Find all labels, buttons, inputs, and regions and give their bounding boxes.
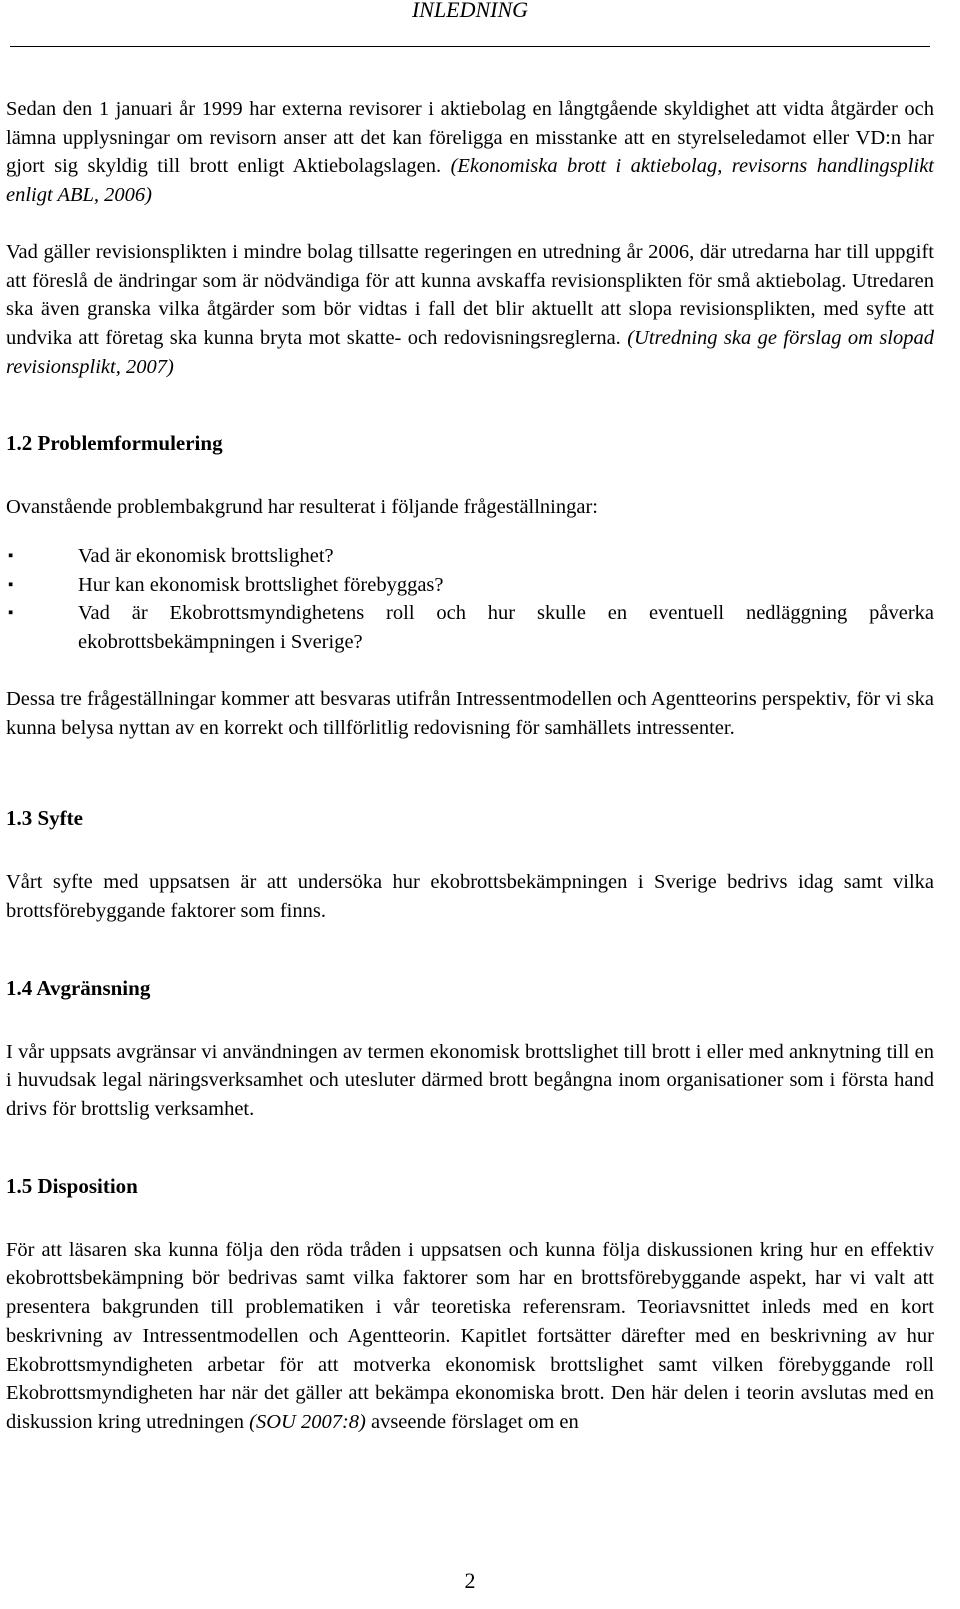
intro-paragraph-1 [6, 95, 934, 210]
intro-paragraph-2-text: Vad gäller revisionsplikten i mindre bolag tillsatte regeringen en utredning år 2006, där utredarna har till uppgift att föreslå de ändringar som är nödvändiga för att kunna avskaffa revisionsplikten för små aktiebolag. Utredaren ska även granska vilka åtgärder som bör vidtas i fall det blir aktuellt att slopa revisionsplikten, med syfte att undvika att företag ska kunna bryta mot skatte- och redovisningsreglerna. [6, 240, 934, 349]
intro-paragraph-2 [6, 238, 934, 382]
section-heading-problemformulering: 1.2 Problemformulering [6, 431, 223, 456]
syfte-paragraph: Vårt syfte med uppsatsen är att undersöka hur ekobrottsbekämpningen i Sverige bedrivs idag samt vilka brottsförebyggande faktorer som finns. [6, 871, 934, 922]
problem-intro-paragraph: Ovanstående problembakgrund har resulterat i följande frågeställningar: [6, 496, 598, 519]
intro-citation-1: (Ekonomiska brott i aktiebolag, revisorns handlingsplikt enligt ABL, 2006) [6, 155, 934, 207]
question-item [6, 599, 934, 656]
question-text: Vad är Ekobrottsmyndighetens roll och hur skulle en eventuell nedläggning påverka ekobrottsbekämpningen i Sverige? [78, 602, 934, 654]
document-page [6, 0, 934, 1593]
question-text: Vad är ekonomisk brottslighet? [78, 545, 334, 568]
page-number: 2 [464, 1568, 476, 1593]
square-bullet-icon: ▪ [8, 605, 14, 622]
square-bullet-icon: ▪ [8, 576, 14, 593]
question-text: Hur kan ekonomisk brottslighet förebyggas? [78, 573, 444, 596]
problem-answer-paragraph: Dessa tre frågeställningar kommer att besvaras utifrån Intressentmodellen och Agentteorins perspektiv, för vi ska kunna belysa nyttan av en korrekt och tillförlitlig redovisning för samhällets intressenter. [6, 687, 934, 739]
disposition-citation: (SOU 2007:8) [249, 1410, 366, 1433]
section-heading-avgransning: 1.4 Avgränsning [6, 975, 151, 1000]
intro-paragraph-1-text: Sedan den 1 januari år 1999 har externa revisorer i aktiebolag en långtgående skyldighet att vidta åtgärder och lämna upplysningar om revisorn anser att det kan föreligga en misstanke att en styrelseledamot eller VD:n har gjort sig skyldig till brott enligt Aktiebolagslagen. [6, 98, 934, 178]
disposition-text-before: För att läsaren ska kunna följa den röda tråden i uppsatsen och kunna följa diskussionen kring hur en effektiv ekobrottsbekämpning bör bedrivas samt vilka faktorer som har en brottsförebyggande aspekt, har vi valt att presentera bakgrunden till problematiken i vår teoretiska referensram. Teoriavsnittet inleds med en kort beskrivning av Intressentmodellen och Agentteorin. Kapitlet fortsätter därefter med en beskrivning av hur Ekobrottsmyndigheten arbetar för att motverka ekonomisk brottslighet samt vilken förebyggande roll Ekobrottsmyndigheten har när det gäller att bekämpa ekonomiska brott. Den här delen i teorin avslutas med en diskussion kring utredningen [6, 1238, 934, 1433]
question-list [6, 542, 934, 657]
section-heading-syfte: 1.3 Syfte [6, 806, 83, 831]
header-rule [10, 46, 930, 47]
disposition-text-after: avseende förslaget om en [370, 1410, 579, 1433]
intro-citation-2: (Utredning ska ge förslag om slopad revisionsplikt, 2007) [6, 326, 934, 378]
square-bullet-icon: ▪ [8, 548, 14, 565]
avgransning-paragraph: I vår uppsats avgränsar vi användningen av termen ekonomisk brottslighet till brott i eller med anknytning till en i huvudsak legal näringsverksamhet och utesluter därmed brott begångna inom organisationer som i första hand drivs för brottslig verksamhet. [6, 1040, 934, 1121]
section-heading-disposition: 1.5 Disposition [6, 1173, 138, 1198]
question-item [6, 542, 934, 571]
question-item [6, 571, 934, 600]
disposition-paragraph [6, 1236, 934, 1437]
running-header: INLEDNING [411, 0, 529, 22]
